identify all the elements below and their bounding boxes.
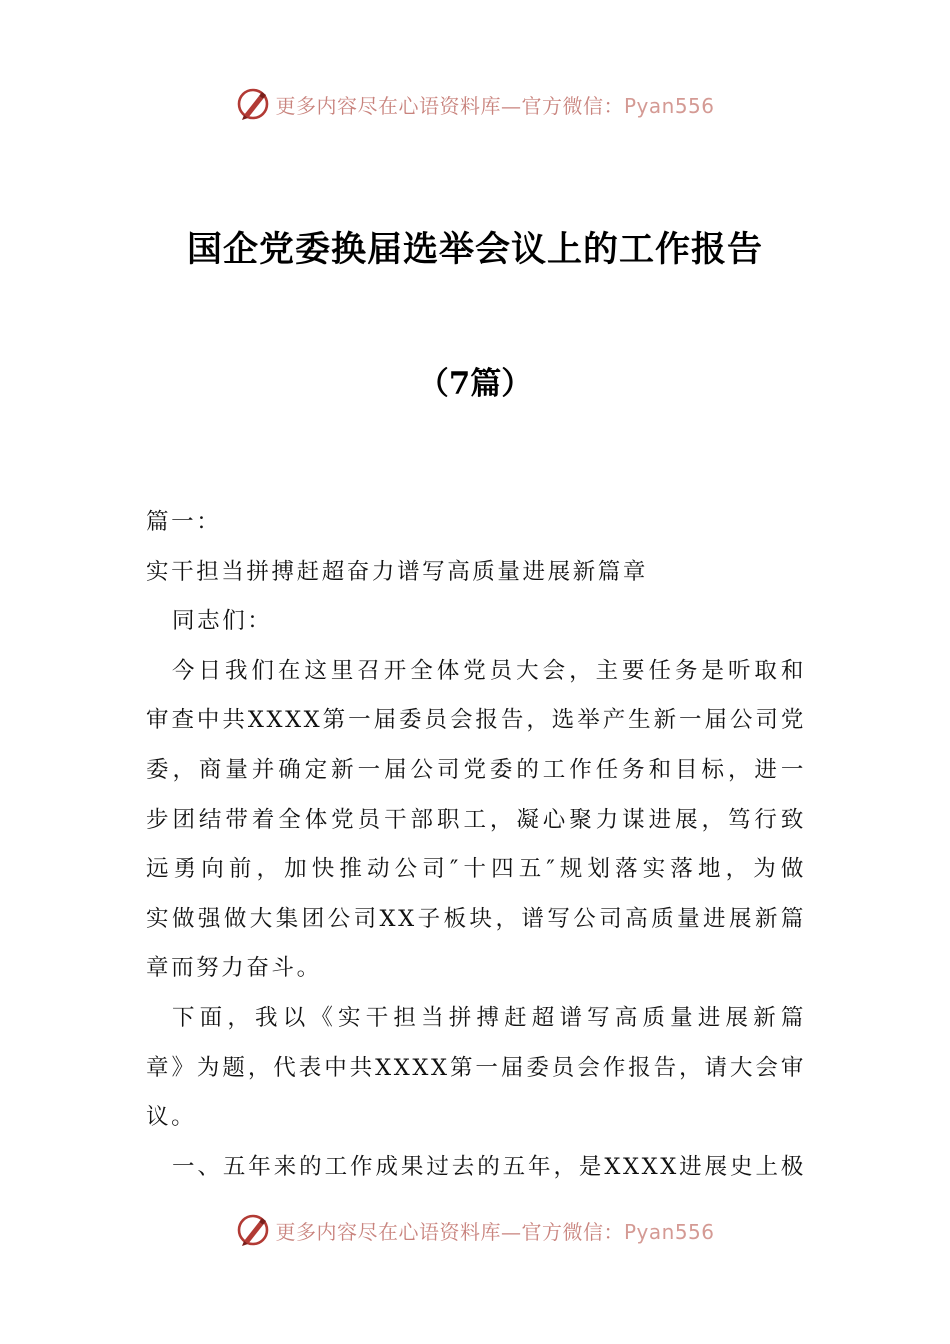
pen-logo-icon bbox=[235, 1212, 271, 1248]
paragraph-line: 远勇向前，加快推动公司″十四五″规划落实落地，为做 bbox=[146, 856, 806, 883]
watermark-banner-bottom bbox=[0, 1210, 950, 1250]
watermark-text: 更多内容尽在心语资料库—官方微信：Pyan556 bbox=[275, 93, 715, 118]
watermark-handle: Pyan556 bbox=[623, 1219, 715, 1244]
paragraph-line: 实做强做大集团公司XX子板块，谱写公司高质量进展新篇 bbox=[146, 905, 806, 932]
section-label: 篇一： bbox=[146, 509, 222, 535]
document-title: 国企党委换届选举会议上的工作报告 bbox=[186, 229, 763, 270]
paragraph-line: 章》为题，代表中共XXXX第一届委员会作报告，请大会审 bbox=[146, 1054, 806, 1081]
paragraph-line: 审查中共XXXX第一届委员会报告，选举产生新一届公司党 bbox=[146, 707, 806, 734]
paragraph-line: 委，商量并确定新一届公司党委的工作任务和目标，进一 bbox=[146, 756, 806, 783]
document-subtitle: （7篇） bbox=[417, 366, 533, 402]
pen-logo-icon bbox=[235, 86, 271, 122]
paragraph-line: 章而努力奋斗。 bbox=[146, 955, 322, 982]
watermark-banner-top bbox=[0, 84, 950, 124]
document-body bbox=[146, 498, 806, 1192]
paragraph-line: 今日我们在这里召开全体党员大会，主要任务是听取和 bbox=[172, 657, 806, 684]
paragraph-line: 下面，我以《实干担当拼搏赶超谱写高质量进展新篇 bbox=[172, 1004, 806, 1031]
section-heading: 实干担当拼搏赶超奋力谱写高质量进展新篇章 bbox=[146, 558, 649, 585]
watermark-text: 更多内容尽在心语资料库—官方微信：Pyan556 bbox=[275, 1219, 715, 1244]
watermark-handle: Pyan556 bbox=[623, 93, 715, 118]
paragraph-line: 议。 bbox=[146, 1104, 197, 1131]
paragraph-line: 步团结带着全体党员干部职工，凝心聚力谋进展，笃行致 bbox=[146, 806, 806, 833]
paragraph-line: 一、五年来的工作成果过去的五年，是XXXX进展史上极 bbox=[172, 1153, 806, 1180]
salutation: 同志们： bbox=[172, 608, 273, 635]
